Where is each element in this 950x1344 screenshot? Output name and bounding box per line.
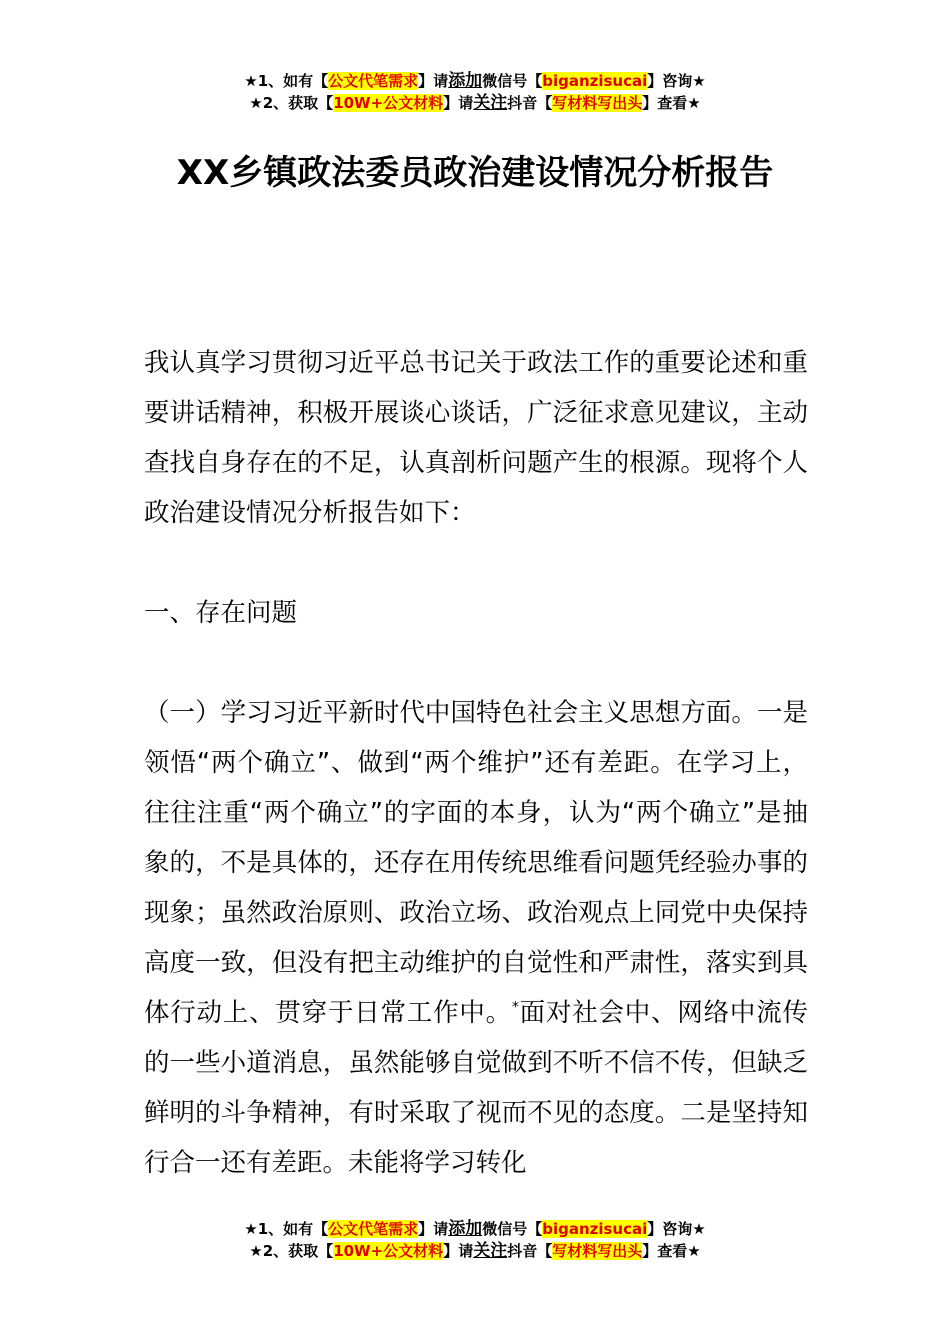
section-heading: 一、存在问题	[144, 598, 298, 628]
document-body	[144, 338, 808, 1188]
banner-text: 】请	[418, 72, 449, 90]
banner-text: ★2、获取【	[249, 1242, 334, 1260]
top-banner	[0, 70, 950, 114]
banner-highlight: 公文代笔需求	[328, 1220, 419, 1238]
banner-text: 】请	[443, 1242, 474, 1260]
banner-highlight: 写材料写出头	[552, 1242, 643, 1260]
document-title: XX乡镇政法委员政治建设情况分析报告	[176, 153, 774, 193]
banner-line-1	[0, 1218, 950, 1240]
banner-text: 微信号【	[482, 1220, 543, 1238]
banner-text: ★2、获取【	[249, 94, 334, 112]
banner-text: ★1、如有【	[244, 72, 329, 90]
banner-highlight: 写材料写出头	[552, 94, 643, 112]
banner-text: ★1、如有【	[244, 1220, 329, 1238]
banner-text: 】请	[418, 1220, 449, 1238]
banner-emphasis: 添加	[448, 71, 483, 91]
bottom-banner	[0, 1218, 950, 1262]
banner-highlight: 10W+公文材料	[333, 94, 444, 112]
body-paragraph	[144, 688, 808, 1188]
banner-emphasis: 添加	[448, 1219, 483, 1239]
banner-text: 】查看★	[642, 1242, 701, 1260]
banner-highlight: biganzisucai	[542, 72, 648, 90]
intro-paragraph: 我认真学习贯彻习近平总书记关于政法工作的重要论述和重要讲话精神，积极开展谈心谈话，广泛征求意见建议，主动查找自身存在的不足，认真剖析问题产生的根源。现将个人政治建设情况分析报告如下：	[144, 348, 808, 528]
banner-text: 抖音【	[507, 1242, 553, 1260]
banner-emphasis: 关注	[473, 93, 508, 113]
paragraph-text: 面对社会中、网络中流传的一些小道消息，虽然能够自觉做到不听不信不传，但缺乏鲜明的斗争精神，有时采取了视而不见的态度。二是坚持知行合一还有差距。未能将学习转化	[144, 998, 808, 1178]
banner-emphasis: 关注	[473, 1241, 508, 1261]
banner-highlight: biganzisucai	[542, 1220, 648, 1238]
banner-text: 】请	[443, 94, 474, 112]
banner-highlight: 公文代笔需求	[328, 72, 419, 90]
banner-text: 】查看★	[642, 94, 701, 112]
banner-text: 】咨询★	[647, 1220, 706, 1238]
banner-text: 】咨询★	[647, 72, 706, 90]
banner-line-2	[0, 1240, 950, 1262]
paragraph-text: （一）学习习近平新时代中国特色社会主义思想方面。一是领悟“两个确立”、做到“两个维护”还有差距。在学习上，往往注重“两个确立”的字面的本身，认为“两个确立”是抽象的，不是具体的，还存在用传统思维看问题凭经验办事的现象；虽然政治原则、政治立场、政治观点上同党中央保持高度一致，但没有把主动维护的自觉性和严肃性，落实到具体行动上、贯穿于日常工作中。	[144, 698, 808, 1028]
banner-line-1	[0, 70, 950, 92]
banner-highlight: 10W+公文材料	[333, 1242, 444, 1260]
banner-text: 抖音【	[507, 94, 553, 112]
footnote-mark: *	[511, 999, 519, 1016]
banner-text: 微信号【	[482, 72, 543, 90]
banner-line-2	[0, 92, 950, 114]
